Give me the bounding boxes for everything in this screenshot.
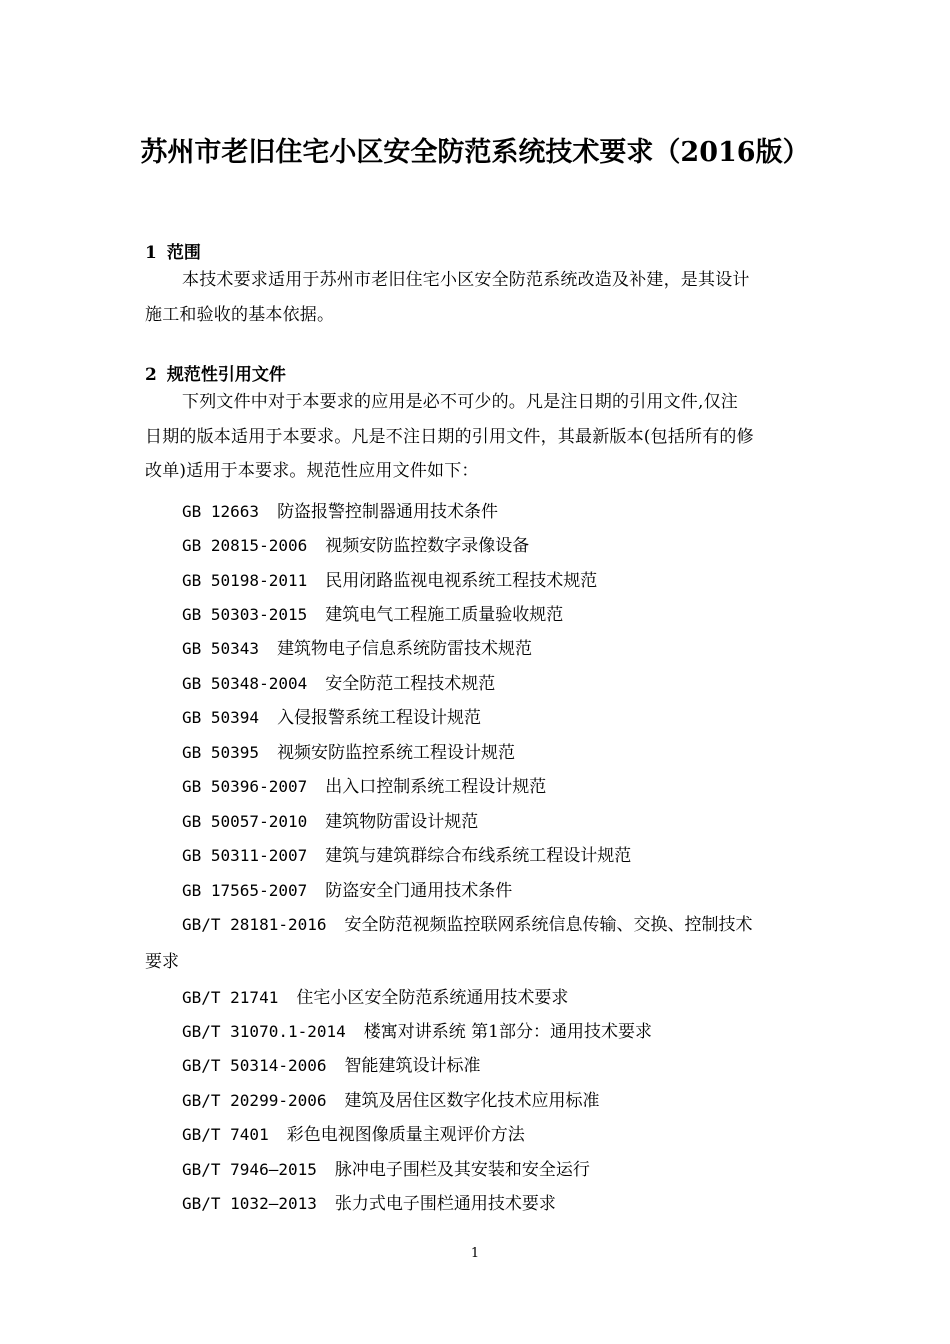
reference-code: GB/T 20299-2006: [182, 1091, 327, 1110]
section-title: 范围: [166, 243, 201, 263]
section-title: 规范性引用文件: [166, 365, 286, 385]
reference-code: GB 20815-2006: [182, 536, 308, 555]
section-number: 1: [145, 243, 157, 263]
reference-code: GB/T 1032—2013: [182, 1194, 317, 1213]
reference-item: [182, 531, 529, 556]
reference-item: [182, 910, 753, 935]
reference-code: GB 50348-2004: [182, 674, 308, 693]
reference-item: [182, 876, 512, 901]
section-heading-normative-references: [145, 360, 286, 385]
reference-title: 建筑与建筑群综合布线系统工程设计规范: [325, 846, 632, 866]
reference-item: [182, 841, 631, 866]
document-title: 苏州市老旧住宅小区安全防范系统技术要求（2016版）: [140, 137, 810, 168]
page-number: 1: [470, 1246, 480, 1261]
reference-title: 出入口控制系统工程设计规范: [325, 777, 547, 797]
reference-code: GB 50396-2007: [182, 777, 308, 796]
reference-code: GB 50303-2015: [182, 605, 308, 624]
reference-item: [182, 703, 481, 728]
reference-item: [182, 807, 478, 832]
reference-title: 楼寓对讲系统 第1部分：通用技术要求: [363, 1022, 652, 1042]
paragraph-line: 改单)适用于本要求。规范性应用文件如下：: [145, 461, 479, 481]
reference-code: GB/T 28181-2016: [182, 915, 327, 934]
reference-item: [182, 983, 568, 1008]
reference-item: [182, 1155, 590, 1180]
reference-title: 视频安防监控系统工程设计规范: [277, 743, 516, 763]
reference-title: 安全防范工程技术规范: [325, 674, 496, 694]
reference-code: GB/T 21741: [182, 988, 279, 1007]
reference-title: 防盗安全门通用技术条件: [325, 881, 513, 901]
reference-item: [182, 600, 563, 625]
reference-code: GB 12663: [182, 502, 260, 521]
reference-title: 建筑物电子信息系统防雷技术规范: [277, 639, 533, 659]
reference-title: 脉冲电子围栏及其安装和安全运行: [334, 1160, 590, 1180]
reference-title: 建筑及居住区数字化技术应用标准: [344, 1091, 600, 1111]
reference-title: 民用闭路监视电视系统工程技术规范: [325, 571, 598, 591]
reference-item: [182, 1189, 556, 1214]
reference-code: GB/T 7946—2015: [182, 1160, 317, 1179]
reference-item: [182, 497, 498, 522]
reference-title: 视频安防监控数字录像设备: [325, 536, 530, 556]
reference-code: GB 17565-2007: [182, 881, 308, 900]
reference-item: [182, 1017, 652, 1042]
paragraph-line: 下列文件中对于本要求的应用是必不可少的。凡是注日期的引用文件,仅注: [182, 392, 739, 412]
reference-item: [182, 1120, 525, 1145]
reference-code: GB 50311-2007: [182, 846, 308, 865]
reference-title: 入侵报警系统工程设计规范: [277, 708, 482, 728]
section-number: 2: [145, 365, 157, 385]
reference-code: GB 50394: [182, 708, 260, 727]
paragraph-line: 本技术要求适用于苏州市老旧住宅小区安全防范系统改造及补建，是其设计: [182, 270, 750, 290]
reference-title: 建筑电气工程施工质量验收规范: [325, 605, 564, 625]
reference-code: GB 50057-2010: [182, 812, 308, 831]
reference-code: GB 50198-2011: [182, 571, 308, 590]
paragraph-line: 施工和验收的基本依据。: [145, 305, 335, 325]
reference-title: 安全防范视频监控联网系统信息传输、交换、控制技术: [344, 915, 753, 935]
reference-title: 防盗报警控制器通用技术条件: [277, 502, 499, 522]
reference-title: 张力式电子围栏通用技术要求: [334, 1194, 556, 1214]
reference-code: GB 50343: [182, 639, 260, 658]
reference-code: GB/T 7401: [182, 1125, 269, 1144]
reference-title: 住宅小区安全防范系统通用技术要求: [296, 988, 569, 1008]
paragraph-line: 日期的版本适用于本要求。凡是不注日期的引用文件，其最新版本(包括所有的修: [145, 427, 754, 447]
section-heading-scope: [145, 238, 201, 263]
reference-item: [182, 1051, 481, 1076]
reference-item: [182, 566, 597, 591]
reference-item: [182, 669, 495, 694]
reference-title: 建筑物防雷设计规范: [325, 812, 479, 832]
reference-item: [182, 738, 515, 763]
reference-code: GB/T 31070.1-2014: [182, 1022, 346, 1041]
reference-code: GB 50395: [182, 743, 260, 762]
reference-title: 彩色电视图像质量主观评价方法: [286, 1125, 525, 1145]
reference-item: [182, 634, 532, 659]
reference-item: [182, 1086, 600, 1111]
reference-item: [182, 772, 546, 797]
reference-title: 智能建筑设计标准: [344, 1056, 481, 1076]
reference-code: GB/T 50314-2006: [182, 1056, 327, 1075]
reference-title-continuation: 要求: [145, 952, 179, 972]
